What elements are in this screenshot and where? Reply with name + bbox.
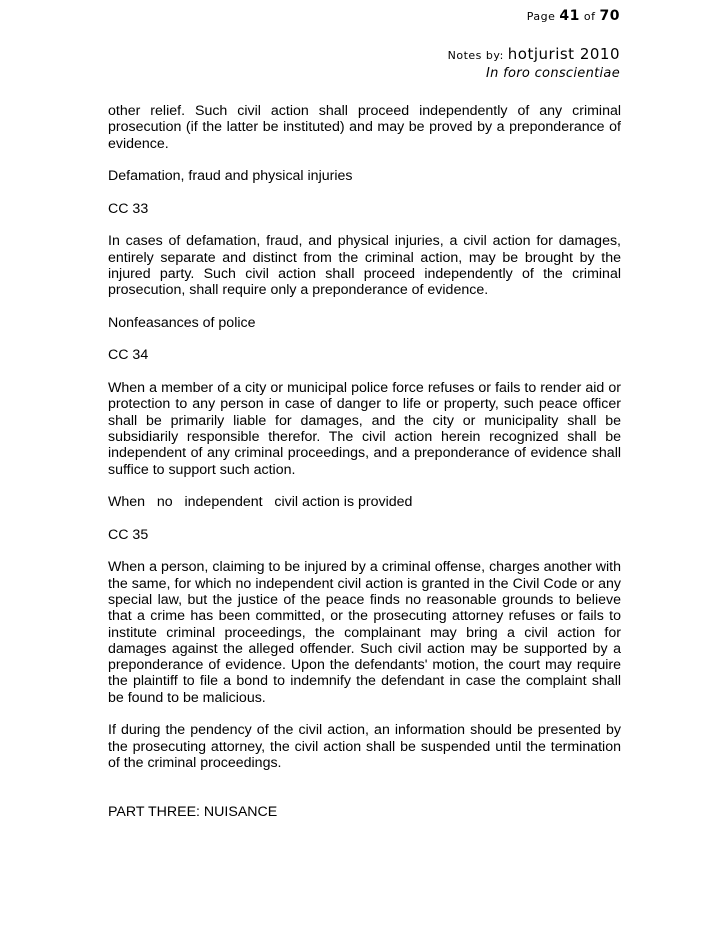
paragraph: In cases of defamation, fraud, and physical injuries, a civil action for damages, entirely separate and distinct from the criminal action, may be brought by the injured party. Such civil action shall proceed independently of the criminal prosecution, shall require only a preponderance of evidence.: [108, 233, 621, 299]
page-indicator: [448, 8, 620, 25]
part-heading: PART THREE: NUISANCE: [108, 803, 278, 820]
page-header: [448, 8, 620, 83]
notes-by-line: [448, 45, 620, 65]
section-heading: Defamation, fraud and physical injuries: [108, 168, 353, 185]
total-pages: 70: [599, 8, 620, 24]
paragraph: other relief. Such civil action shall proceed independently of any criminal prosecution (if the latter be instituted) and may be proved by a preponderance of evidence.: [108, 103, 621, 152]
article-number: CC 35: [108, 526, 149, 543]
page-number: 41: [559, 8, 580, 24]
motto: In foro conscientiae: [486, 66, 620, 81]
author-name: hotjurist 2010: [507, 45, 620, 63]
section-heading: Nonfeasances of police: [108, 314, 256, 331]
of-label: of: [583, 10, 596, 23]
article-number: CC 34: [108, 347, 149, 364]
paragraph: If during the pendency of the civil action, an information should be presented by the prosecuting attorney, the civil action shall be suspended until the termination of the criminal proceedings.: [108, 722, 621, 771]
paragraph: When a member of a city or municipal police force refuses or fails to render aid or protection to any person in case of danger to life or property, such peace officer shall be primarily liable for damages, and the city or municipality shall be subsidiarily responsible therefor. The civil action herein recognized shall be independent of any criminal proceedings, and a preponderance of evidence shall suffice to support such action.: [108, 380, 621, 478]
page-label: Page: [526, 10, 556, 23]
section-heading: When no independent civil action is provided: [108, 494, 413, 511]
document-body: [108, 103, 621, 836]
notes-by-label: Notes by:: [447, 49, 504, 62]
article-number: CC 33: [108, 200, 149, 217]
paragraph: When a person, claiming to be injured by a criminal offense, charges another with the same, for which no independent civil action is granted in the Civil Code or any special law, but the justice of the peace finds no reasonable grounds to believe that a crime has been committed, or the prosecuting attorney refuses or fails to institute criminal proceedings, the complainant may bring a civil action for damages against the alleged offender. Such civil action may be supported by a preponderance of evidence. Upon the defendants' motion, the court may require the plaintiff to file a bond to indemnify the defendant in case the complaint shall be found to be malicious.: [108, 559, 621, 706]
